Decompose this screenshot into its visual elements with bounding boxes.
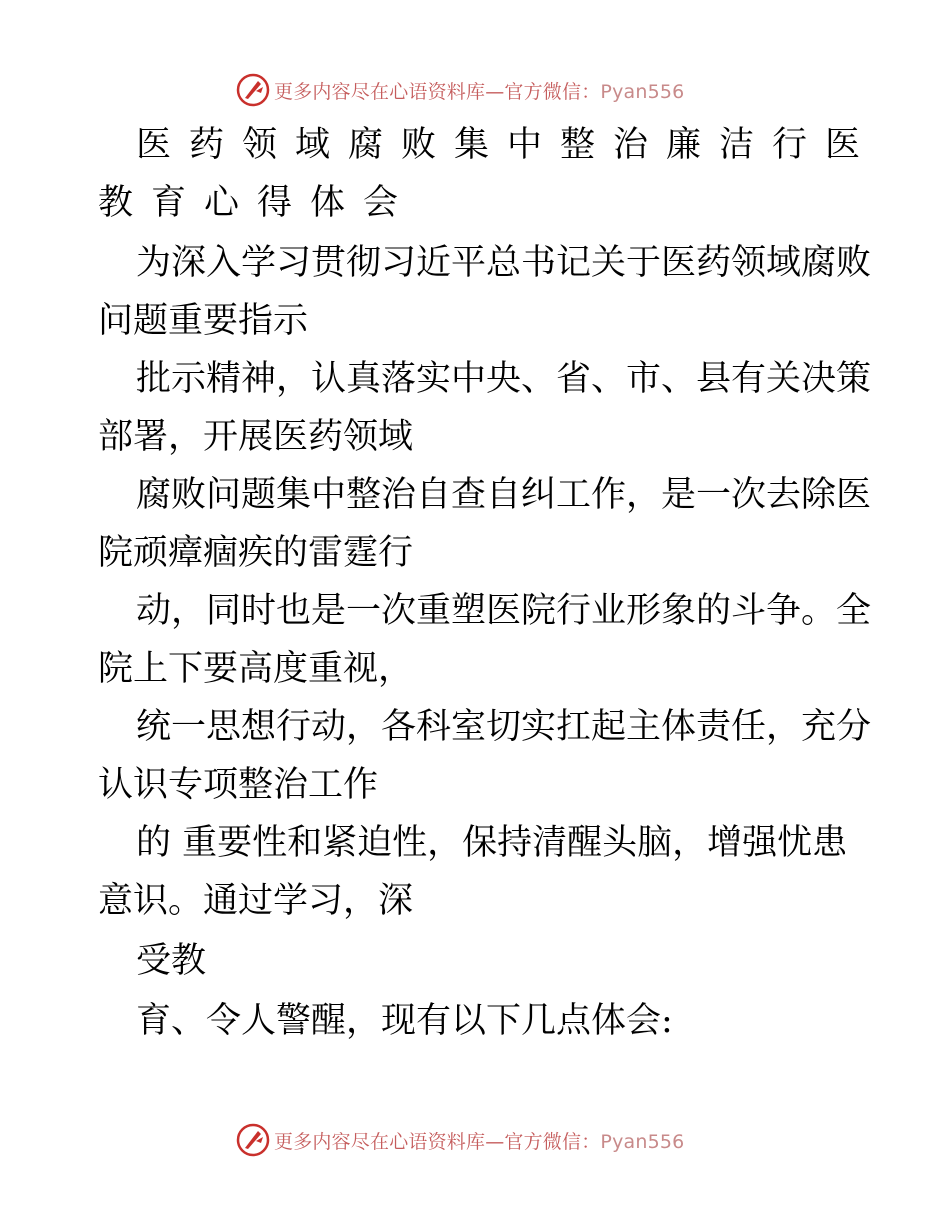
paragraph-line: 育、令人警醒，现有以下几点体会: bbox=[136, 1001, 673, 1041]
paragraph-line: 腐败问题集中整治自查自纠工作，是一次去除医 bbox=[136, 475, 872, 515]
watermark-text: 更多内容尽在心语资料库—官方微信：Pyan556 bbox=[274, 1130, 685, 1153]
watermark-text: 更多内容尽在心语资料库—官方微信：Pyan556 bbox=[274, 80, 685, 103]
paragraph-line: 院顽瘴痼疾的雷霆行 bbox=[98, 533, 414, 573]
paragraph-line: 受教 bbox=[136, 941, 207, 981]
paragraph-line: 的 重要性和紧迫性，保持清醒头脑，增强忧患 bbox=[136, 823, 848, 863]
paragraph-line: 意识。通过学习，深 bbox=[98, 881, 414, 921]
document-title-line-1: 医药领域腐败集中整治廉洁行医 bbox=[136, 125, 879, 165]
paragraph-line: 批示精神，认真落实中央、省、市、县有关决策 bbox=[136, 359, 872, 399]
watermark-id: Pyan556 bbox=[600, 1130, 685, 1153]
feather-logo-icon bbox=[236, 73, 270, 107]
watermark-id: Pyan556 bbox=[600, 80, 685, 103]
footer-watermark bbox=[236, 1123, 684, 1157]
paragraph-line: 统一思想行动，各科室切实扛起主体责任，充分 bbox=[136, 707, 872, 747]
paragraph-line: 部署，开展医药领域 bbox=[98, 417, 414, 457]
header-watermark bbox=[236, 73, 684, 107]
paragraph-line: 院上下要高度重视， bbox=[98, 649, 414, 689]
paragraph-line: 问题重要指示 bbox=[98, 301, 309, 341]
paragraph-line: 为深入学习贯彻习近平总书记关于医药领域腐败 bbox=[136, 243, 872, 283]
feather-logo-icon bbox=[236, 1123, 270, 1157]
paragraph-line: 动，同时也是一次重塑医院行业形象的斗争。全 bbox=[136, 591, 872, 631]
paragraph-line: 认识专项整治工作 bbox=[98, 765, 379, 805]
document-title-line-2: 教育心得体会 bbox=[98, 183, 417, 223]
